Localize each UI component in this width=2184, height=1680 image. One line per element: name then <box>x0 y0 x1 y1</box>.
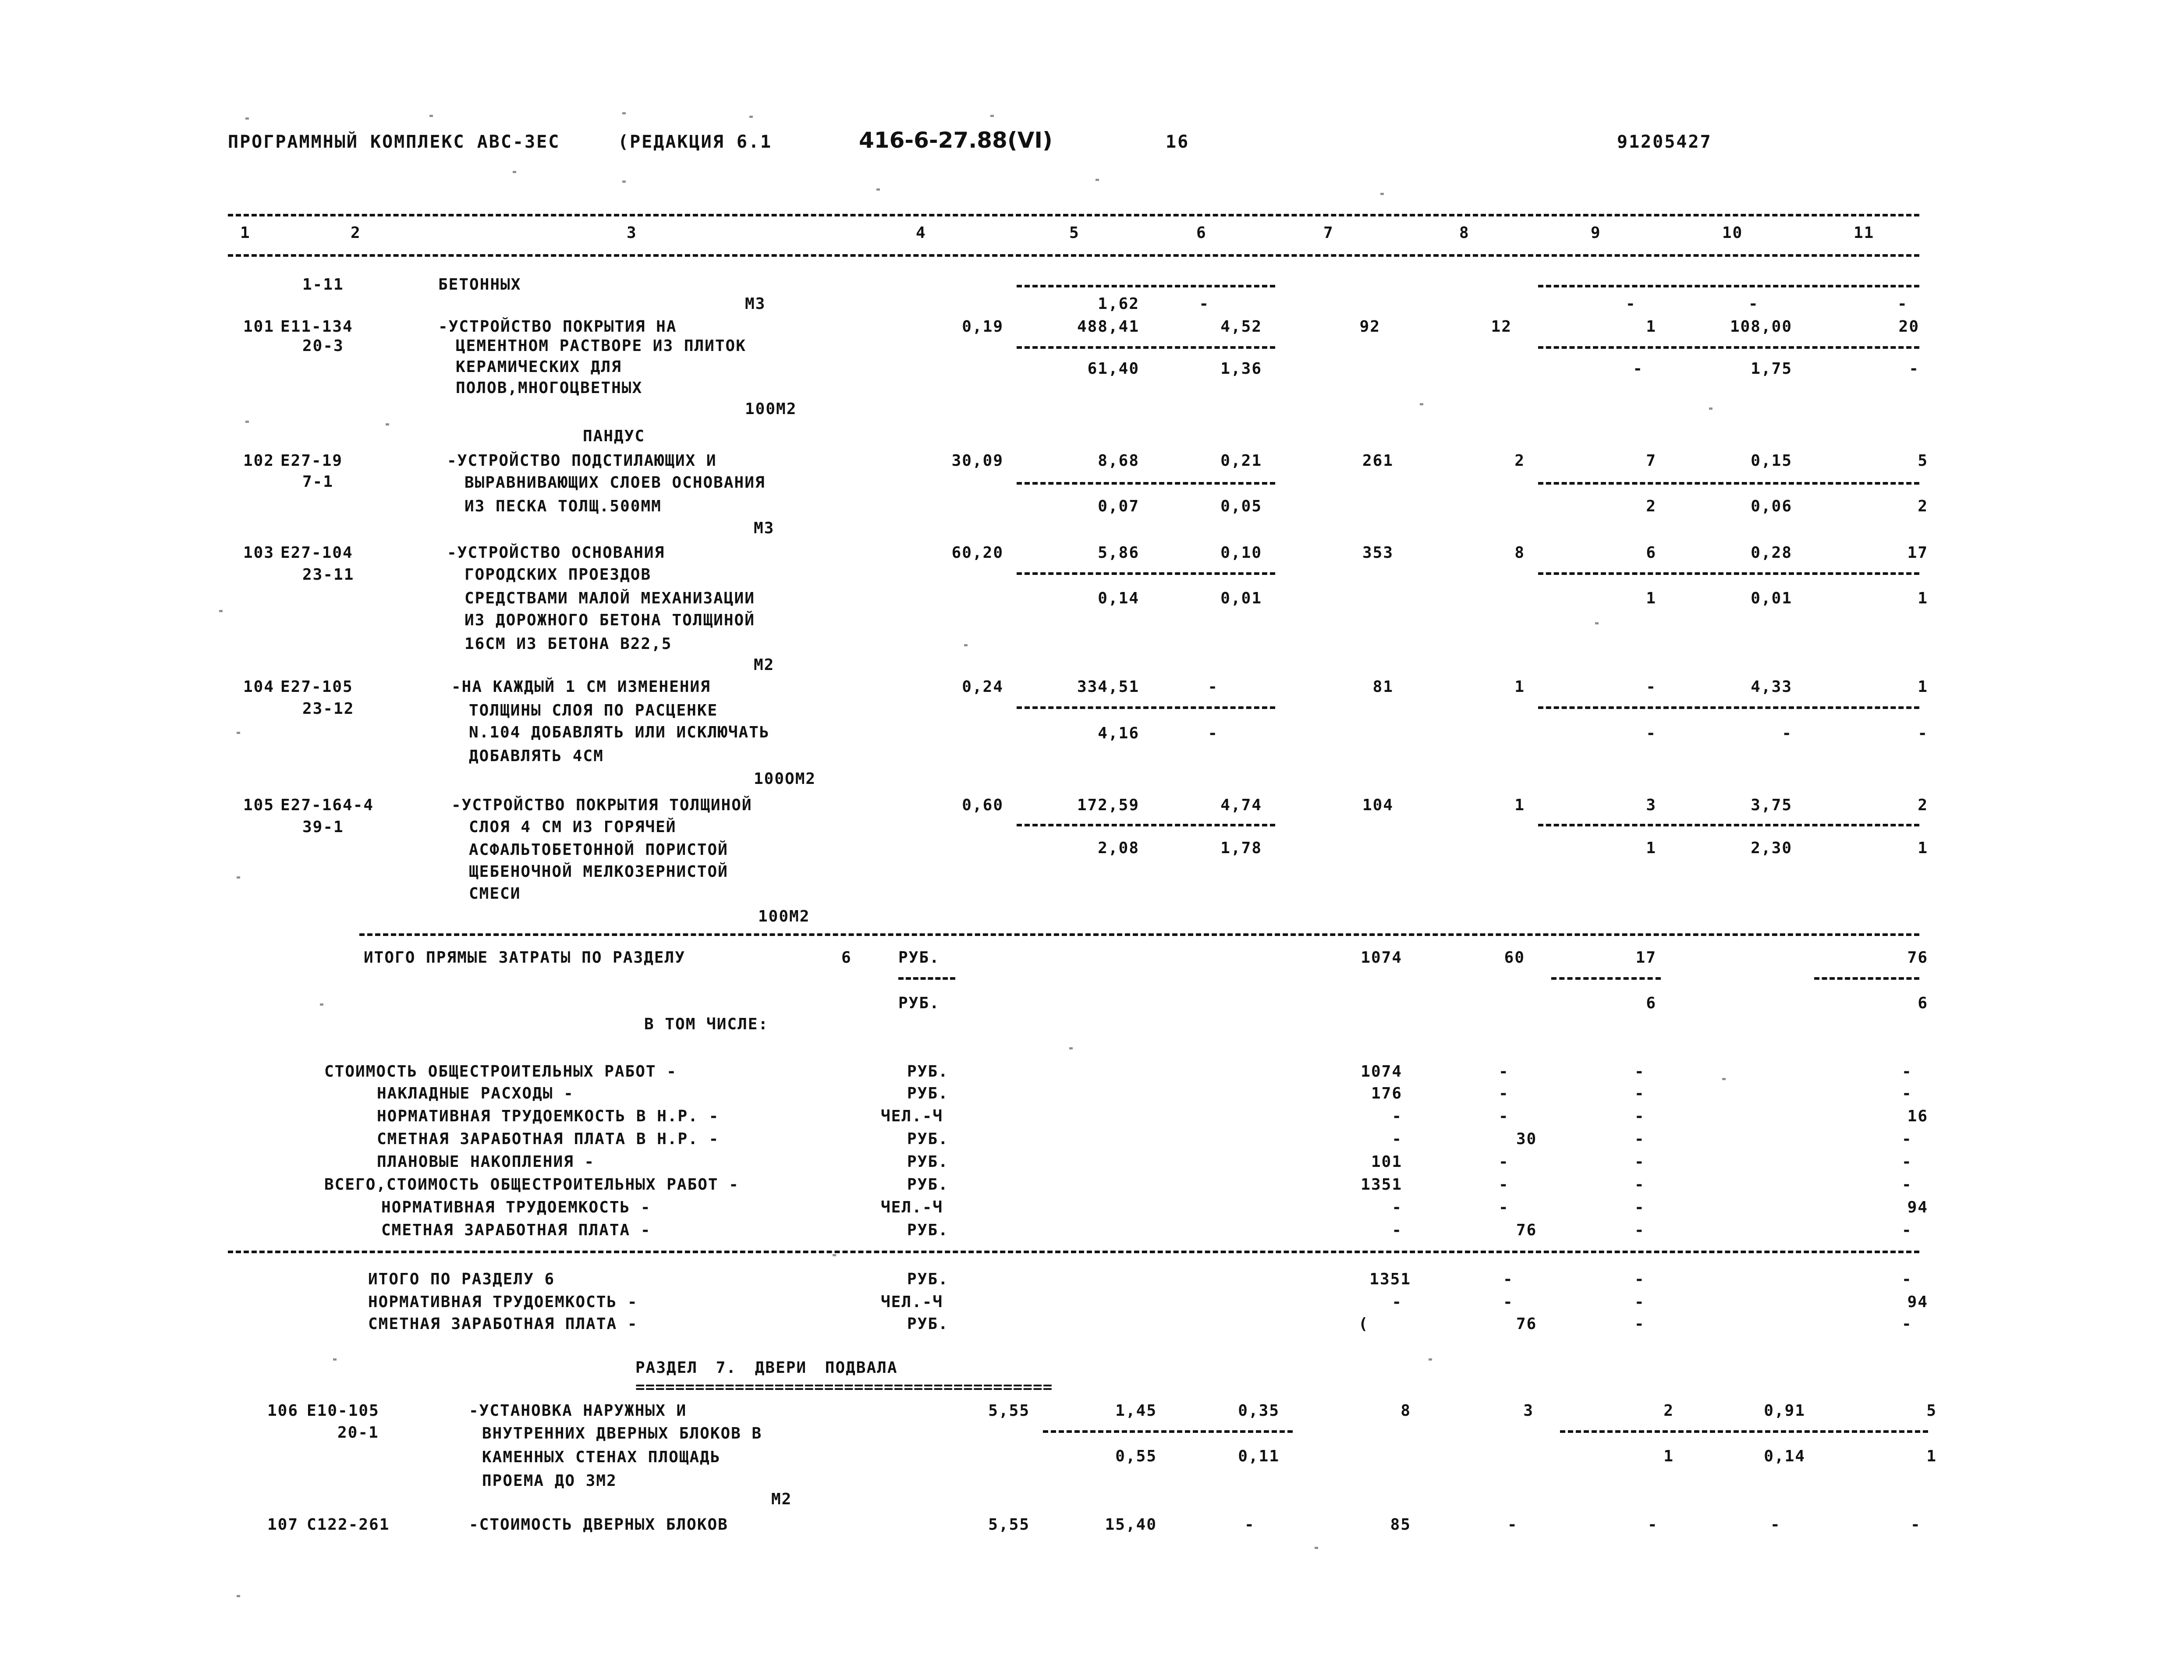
subtotal-rule <box>1017 706 1275 709</box>
row-desc-line: КЕРАМИЧЕСКИХ ДЛЯ <box>456 358 622 376</box>
column-header: 1 <box>240 224 251 242</box>
breakdown-label: НАКЛАДНЫЕ РАСХОДЫ - <box>377 1085 574 1102</box>
c7-value: 85 <box>1390 1516 1411 1534</box>
c11-value: 16 <box>1907 1107 1928 1125</box>
c8-value: 12 <box>1491 318 1512 336</box>
section-total-label: НОРМАТИВНАЯ ТРУДОЕМКОСТЬ - <box>368 1293 638 1311</box>
row-desc-line: СЛОЯ 4 СМ ИЗ ГОРЯЧЕЙ <box>469 818 677 836</box>
breakdown-label: НОРМАТИВНАЯ ТРУДОЕМКОСТЬ - <box>381 1198 651 1216</box>
c8-value: - <box>1507 1516 1518 1534</box>
c5-value: 1,45 <box>1115 1402 1157 1420</box>
c5-value: 15,40 <box>1105 1516 1157 1534</box>
c5-top: 1,62 <box>1098 295 1139 313</box>
column-header: 11 <box>1854 224 1875 242</box>
c5-sub: 0,55 <box>1115 1447 1157 1465</box>
breakdown-label: СМЕТНАЯ ЗАРАБОТНАЯ ПЛАТА - <box>381 1221 651 1239</box>
row-number: 106 <box>267 1402 299 1420</box>
row-desc-line: ТОЛЩИНЫ СЛОЯ ПО РАСЦЕНКЕ <box>469 702 718 719</box>
c7-value: - <box>1392 1293 1402 1311</box>
qty: 0,60 <box>962 796 1003 814</box>
c11-sub: 1 <box>1918 589 1928 607</box>
subtotal-rule <box>1538 346 1919 349</box>
row-desc-line: КАМЕННЫХ СТЕНАХ ПЛОЩАДЬ <box>482 1448 721 1466</box>
c8-value: 8 <box>1514 544 1525 562</box>
c6-sub: 0,05 <box>1220 497 1262 515</box>
row-desc-line: ДОБАВЛЯТЬ 4СМ <box>469 747 604 765</box>
c11-value: - <box>1902 1176 1912 1194</box>
breakdown-unit: РУБ. <box>907 1085 949 1102</box>
row-code: Е27-164-4 <box>280 796 374 814</box>
row-number: 101 <box>243 318 275 336</box>
c9-sub: 2 <box>1646 497 1656 515</box>
subtotal-rule <box>1043 1430 1293 1433</box>
c10-sub: 1,75 <box>1751 360 1792 378</box>
row-code-sub: 20-1 <box>337 1424 379 1442</box>
qty: 5,55 <box>988 1516 1030 1534</box>
c9-value: 7 <box>1646 452 1656 470</box>
c11-value: 5 <box>1918 452 1928 470</box>
row-unit: М3 <box>745 295 766 313</box>
row-desc-line: ГОРОДСКИХ ПРОЕЗДОВ <box>464 566 652 584</box>
section-title-underline: ========================================== <box>635 1378 1053 1396</box>
c9-sub: - <box>1633 360 1643 378</box>
c9-value: - <box>1634 1293 1645 1311</box>
subtotal-rule <box>1560 1430 1928 1433</box>
c9-value: - <box>1634 1221 1645 1239</box>
row-desc-line: 16СМ ИЗ БЕТОНА В22,5 <box>464 635 672 653</box>
c7-value: - <box>1392 1198 1402 1216</box>
c7-value: 353 <box>1362 544 1393 562</box>
c10-sub: 2,30 <box>1751 839 1792 857</box>
c8-value: - <box>1503 1270 1514 1288</box>
breakdown-unit: ЧЕЛ.-Ч <box>881 1107 943 1125</box>
c7-value: 81 <box>1372 678 1393 696</box>
c5-value: 334,51 <box>1077 678 1139 696</box>
c8-value: 2 <box>1514 452 1525 470</box>
row-unit: 100ОМ2 <box>754 770 816 788</box>
c9-value: 1 <box>1646 318 1656 336</box>
c9-sub: 1 <box>1663 1447 1674 1465</box>
c9-value: 17 <box>1635 949 1656 967</box>
qty: 0,24 <box>962 678 1003 696</box>
section-total-unit: РУБ. <box>907 1270 949 1288</box>
row-code: Е11-134 <box>280 318 353 336</box>
section-total-label: ИТОГО ПО РАЗДЕЛУ 6 <box>368 1270 555 1288</box>
c11-value: 1 <box>1918 678 1928 696</box>
row-desc-line: ВНУТРЕННИХ ДВЕРНЫХ БЛОКОВ В <box>482 1425 762 1443</box>
breakdown-unit: РУБ. <box>907 1063 949 1081</box>
row-desc-line: ВЫРАВНИВАЮЩИХ СЛОЕВ ОСНОВАНИЯ <box>464 474 766 492</box>
c9-value: - <box>1634 1270 1645 1288</box>
c6-sub: - <box>1208 724 1218 742</box>
breakdown-label: СМЕТНАЯ ЗАРАБОТНАЯ ПЛАТА В Н.Р. - <box>377 1130 720 1148</box>
section-total-rule <box>228 1251 1919 1253</box>
row-desc-line: ЩЕБЕНОЧНОЙ МЕЛКОЗЕРНИСТОЙ <box>469 863 728 881</box>
c6-value: 0,21 <box>1220 452 1262 470</box>
c9-value: - <box>1634 1130 1645 1148</box>
row-unit: 100М2 <box>745 400 797 418</box>
row-code-sub: 23-12 <box>302 700 355 718</box>
table-top-rule <box>228 214 1919 216</box>
breakdown-unit: РУБ. <box>907 1153 949 1171</box>
row-desc-line: ПРОЕМА ДО 3М2 <box>482 1472 617 1490</box>
c10-value: 4,33 <box>1751 678 1792 696</box>
c7-value: 261 <box>1362 452 1393 470</box>
row-number: 103 <box>243 544 275 562</box>
c8-value: - <box>1499 1107 1509 1125</box>
row-desc-line: -УСТРОЙСТВО ПОКРЫТИЯ НА <box>438 318 677 336</box>
row-desc-line: -НА КАЖДЫЙ 1 СМ ИЗМЕНЕНИЯ <box>451 678 711 696</box>
row-desc-line: АСФАЛЬТОБЕТОННОЙ ПОРИСТОЙ <box>469 841 728 859</box>
c8-value: 1 <box>1514 678 1525 696</box>
c11-sub: - <box>1909 360 1919 378</box>
c8-value: 30 <box>1516 1130 1537 1148</box>
subtotal-rule <box>1017 346 1275 349</box>
program-title: ПРОГРАММНЫЙ КОМПЛЕКС АВС-ЗЕС <box>228 132 560 152</box>
c10-value: 0,15 <box>1751 452 1792 470</box>
row-desc-line: N.104 ДОБАВЛЯТЬ ИЛИ ИСКЛЮЧАТЬ <box>469 723 770 741</box>
c8-value: - <box>1499 1176 1509 1194</box>
row-code: Е27-104 <box>280 544 353 562</box>
c10-top: - <box>1748 295 1759 313</box>
subtotal-rule <box>1017 824 1275 826</box>
c11-value: - <box>1902 1063 1912 1081</box>
subtotal-rule <box>1017 572 1275 575</box>
subtotal-rule <box>1551 977 1661 980</box>
column-header: 4 <box>916 224 926 242</box>
c11-value: 76 <box>1907 949 1928 967</box>
c6-value: 4,74 <box>1220 796 1262 814</box>
c11-sub: - <box>1918 724 1928 742</box>
c9-value: - <box>1634 1176 1645 1194</box>
row-code: Е27-19 <box>280 452 343 470</box>
row-code-sub: 7-1 <box>302 473 334 491</box>
c8-value: - <box>1499 1063 1509 1081</box>
c9-value: - <box>1646 678 1656 696</box>
c6-sub: 0,01 <box>1220 589 1262 607</box>
c5-sub: 2,08 <box>1098 839 1139 857</box>
row-code: С122-261 <box>307 1516 390 1534</box>
c5-value: 172,59 <box>1077 796 1139 814</box>
qty: 0,19 <box>962 318 1003 336</box>
c5-sub: 0,07 <box>1098 497 1139 515</box>
c7-value: 8 <box>1400 1402 1411 1420</box>
subtotal-rule <box>1538 824 1919 826</box>
c11-value: 94 <box>1907 1293 1928 1311</box>
section-total-unit: РУБ. <box>907 1315 949 1333</box>
c11-value: 6 <box>1918 994 1928 1012</box>
row-desc-line: ЦЕМЕНТНОМ РАСТВОРЕ ИЗ ПЛИТОК <box>456 337 746 355</box>
row-number: 102 <box>243 452 275 470</box>
total-unit: РУБ. <box>898 994 940 1012</box>
c11-value: - <box>1902 1315 1912 1333</box>
prev-row-code: 1-11 <box>302 276 344 294</box>
c6-top: - <box>1199 295 1209 313</box>
c10-sub: - <box>1782 724 1792 742</box>
c5-value: 8,68 <box>1098 452 1139 470</box>
c8-value: 76 <box>1516 1315 1537 1333</box>
c10-value: 0,28 <box>1751 544 1792 562</box>
including-label: В ТОМ ЧИСЛЕ: <box>644 1015 769 1033</box>
c7-value: 1074 <box>1361 949 1402 967</box>
column-header: 2 <box>351 224 361 242</box>
row-code: Е10-105 <box>307 1402 379 1420</box>
subtotal-rule <box>1538 706 1919 709</box>
document-id: 91205427 <box>1617 132 1712 152</box>
c7-value: 104 <box>1362 796 1393 814</box>
breakdown-unit: РУБ. <box>907 1176 949 1194</box>
total-section: 6 <box>841 949 852 967</box>
qty: 5,55 <box>988 1402 1030 1420</box>
row-unit: 100М2 <box>758 907 810 925</box>
c9-sub: - <box>1646 724 1656 742</box>
header-bottom-rule <box>228 254 1919 257</box>
column-header: 9 <box>1591 224 1601 242</box>
c11-value: - <box>1911 1516 1921 1534</box>
c5-value: 488,41 <box>1077 318 1139 336</box>
c8-value: 1 <box>1514 796 1525 814</box>
c11-value: 5 <box>1926 1402 1937 1420</box>
c10-sub: 0,06 <box>1751 497 1792 515</box>
c11-sub: 2 <box>1918 497 1928 515</box>
c6-value: 0,10 <box>1220 544 1262 562</box>
c8-value: 3 <box>1523 1402 1534 1420</box>
row-number: 107 <box>267 1516 299 1534</box>
row-number: 104 <box>243 678 275 696</box>
row-desc-line: -УСТАНОВКА НАРУЖНЫХ И <box>469 1402 687 1420</box>
subtotal-rule <box>898 977 955 980</box>
c11-value: 20 <box>1898 318 1919 336</box>
qty: 30,09 <box>951 452 1003 470</box>
row-desc-line: -УСТРОЙСТВО ПОДСТИЛАЮЩИХ И <box>447 452 717 470</box>
row-code-sub: 23-11 <box>302 566 355 584</box>
c5-sub: 61,40 <box>1087 360 1139 378</box>
c5-sub: 4,16 <box>1098 724 1139 742</box>
c6-sub: 1,78 <box>1220 839 1262 857</box>
c8-value: - <box>1499 1198 1509 1216</box>
c9-value: - <box>1648 1516 1658 1534</box>
c9-value: 3 <box>1646 796 1656 814</box>
c6-sub: 0,11 <box>1238 1447 1280 1465</box>
breakdown-label: НОРМАТИВНАЯ ТРУДОЕМКОСТЬ В Н.Р. - <box>377 1107 720 1125</box>
c9-value: - <box>1634 1107 1645 1125</box>
breakdown-unit: ЧЕЛ.-Ч <box>881 1198 943 1216</box>
c8-value: - <box>1503 1293 1514 1311</box>
breakdown-unit: РУБ. <box>907 1130 949 1148</box>
c7-value: - <box>1392 1130 1402 1148</box>
c9-value: - <box>1634 1085 1645 1102</box>
row-unit: М3 <box>754 519 775 537</box>
column-header: 8 <box>1459 224 1470 242</box>
c7-value: 1351 <box>1361 1176 1402 1194</box>
c9-top: - <box>1626 295 1636 313</box>
subtotal-rule <box>1814 977 1919 980</box>
total-label: ИТОГО ПРЯМЫЕ ЗАТРАТЫ ПО РАЗДЕЛУ <box>364 949 685 967</box>
qty: 60,20 <box>951 544 1003 562</box>
row-code: Е27-105 <box>280 678 353 696</box>
c7-value: 176 <box>1371 1085 1402 1102</box>
c8-value: 60 <box>1504 949 1525 967</box>
document-code: 416-6-27.88(VI) <box>859 128 1053 153</box>
breakdown-label: ВСЕГО,СТОИМОСТЬ ОБЩЕСТРОИТЕЛЬНЫХ РАБОТ - <box>324 1176 739 1194</box>
row-pre-label: ПАНДУС <box>583 427 645 445</box>
c8-value: 76 <box>1516 1221 1537 1239</box>
c10-value: 108,00 <box>1730 318 1792 336</box>
subtotal-rule <box>1538 482 1919 485</box>
c11-value: 17 <box>1907 544 1928 562</box>
c11-sub: 1 <box>1918 839 1928 857</box>
c6-sub: 1,36 <box>1220 360 1262 378</box>
row-desc-line: ИЗ ПЕСКА ТОЛЩ.500ММ <box>464 497 662 515</box>
prev-row-desc: БЕТОННЫХ <box>438 276 521 294</box>
c8-value: - <box>1499 1085 1509 1102</box>
c11-value: - <box>1902 1270 1912 1288</box>
c11-value: - <box>1902 1221 1912 1239</box>
c10-sub: 0,14 <box>1764 1447 1805 1465</box>
c11-value: - <box>1902 1085 1912 1102</box>
c7-value: - <box>1392 1221 1402 1239</box>
total-unit: РУБ. <box>898 949 940 967</box>
c7-value: - <box>1392 1107 1402 1125</box>
row-number: 105 <box>243 796 275 814</box>
subtotal-rule <box>1538 285 1919 287</box>
row-desc-line: -УСТРОЙСТВО ОСНОВАНИЯ <box>447 544 665 562</box>
c7-value: 101 <box>1371 1153 1402 1171</box>
breakdown-label: СТОИМОСТЬ ОБЩЕСТРОИТЕЛЬНЫХ РАБОТ - <box>324 1063 677 1081</box>
breakdown-label: ПЛАНОВЫЕ НАКОПЛЕНИЯ - <box>377 1153 595 1171</box>
page-number: 16 <box>1166 132 1190 152</box>
c7-value: ( <box>1358 1315 1369 1333</box>
c9-value: - <box>1634 1063 1645 1081</box>
column-header: 3 <box>627 224 637 242</box>
c6-value: - <box>1208 678 1218 696</box>
row-unit: М2 <box>771 1490 792 1508</box>
c7-value: 92 <box>1359 318 1380 336</box>
section-total-label: СМЕТНАЯ ЗАРАБОТНАЯ ПЛАТА - <box>368 1315 638 1333</box>
subtotal-rule <box>1017 285 1275 287</box>
c8-value: - <box>1499 1153 1509 1171</box>
c6-value: 4,52 <box>1220 318 1262 336</box>
c11-sub: 1 <box>1926 1447 1937 1465</box>
c11-value: 94 <box>1907 1198 1928 1216</box>
c10-sub: 0,01 <box>1751 589 1792 607</box>
c9-value: 2 <box>1663 1402 1674 1420</box>
column-header: 7 <box>1323 224 1334 242</box>
row-desc-line: ИЗ ДОРОЖНОГО БЕТОНА ТОЛЩИНОЙ <box>464 611 755 629</box>
c9-value: 6 <box>1646 544 1656 562</box>
c9-value: - <box>1634 1153 1645 1171</box>
row-desc-line: -УСТРОЙСТВО ПОКРЫТИЯ ТОЛЩИНОЙ <box>451 796 752 814</box>
section-title: РАЗДЕЛ 7. ДВЕРИ ПОДВАЛА <box>635 1359 898 1377</box>
c11-value: - <box>1902 1153 1912 1171</box>
c5-sub: 0,14 <box>1098 589 1139 607</box>
row-code-sub: 39-1 <box>302 818 344 836</box>
c9-value: - <box>1634 1315 1645 1333</box>
c6-value: 0,35 <box>1238 1402 1280 1420</box>
c11-value: - <box>1902 1130 1912 1148</box>
subtotal-rule <box>1538 572 1919 575</box>
c9-sub: 1 <box>1646 839 1656 857</box>
subtotal-rule <box>1017 482 1275 485</box>
edition-label: (РЕДАКЦИЯ 6.1 <box>618 132 773 152</box>
section-total-unit: ЧЕЛ.-Ч <box>881 1293 943 1311</box>
c5-value: 5,86 <box>1098 544 1139 562</box>
c7-value: 1351 <box>1369 1270 1411 1288</box>
c10-value: 3,75 <box>1751 796 1792 814</box>
column-header: 6 <box>1196 224 1207 242</box>
c7-value: 1074 <box>1361 1063 1402 1081</box>
c11-value: 2 <box>1918 796 1928 814</box>
c9-sub: 1 <box>1646 589 1656 607</box>
row-code-sub: 20-3 <box>302 337 344 355</box>
c6-value: - <box>1244 1516 1255 1534</box>
c10-value: 0,91 <box>1764 1402 1805 1420</box>
breakdown-unit: РУБ. <box>907 1221 949 1239</box>
row-desc-line: -СТОИМОСТЬ ДВЕРНЫХ БЛОКОВ <box>469 1516 728 1534</box>
c9-value: - <box>1634 1198 1645 1216</box>
row-unit: М2 <box>754 656 775 674</box>
column-header: 10 <box>1722 224 1743 242</box>
column-header: 5 <box>1069 224 1080 242</box>
c11-top: - <box>1897 295 1908 313</box>
c10-value: - <box>1770 1516 1781 1534</box>
row-desc-line: СРЕДСТВАМИ МАЛОЙ МЕХАНИЗАЦИИ <box>464 589 755 607</box>
totals-top-rule <box>359 933 1919 936</box>
c9-value: 6 <box>1646 994 1656 1012</box>
row-desc-line: ПОЛОВ,МНОГОЦВЕТНЫХ <box>456 379 643 397</box>
row-desc-line: СМЕСИ <box>469 885 521 903</box>
